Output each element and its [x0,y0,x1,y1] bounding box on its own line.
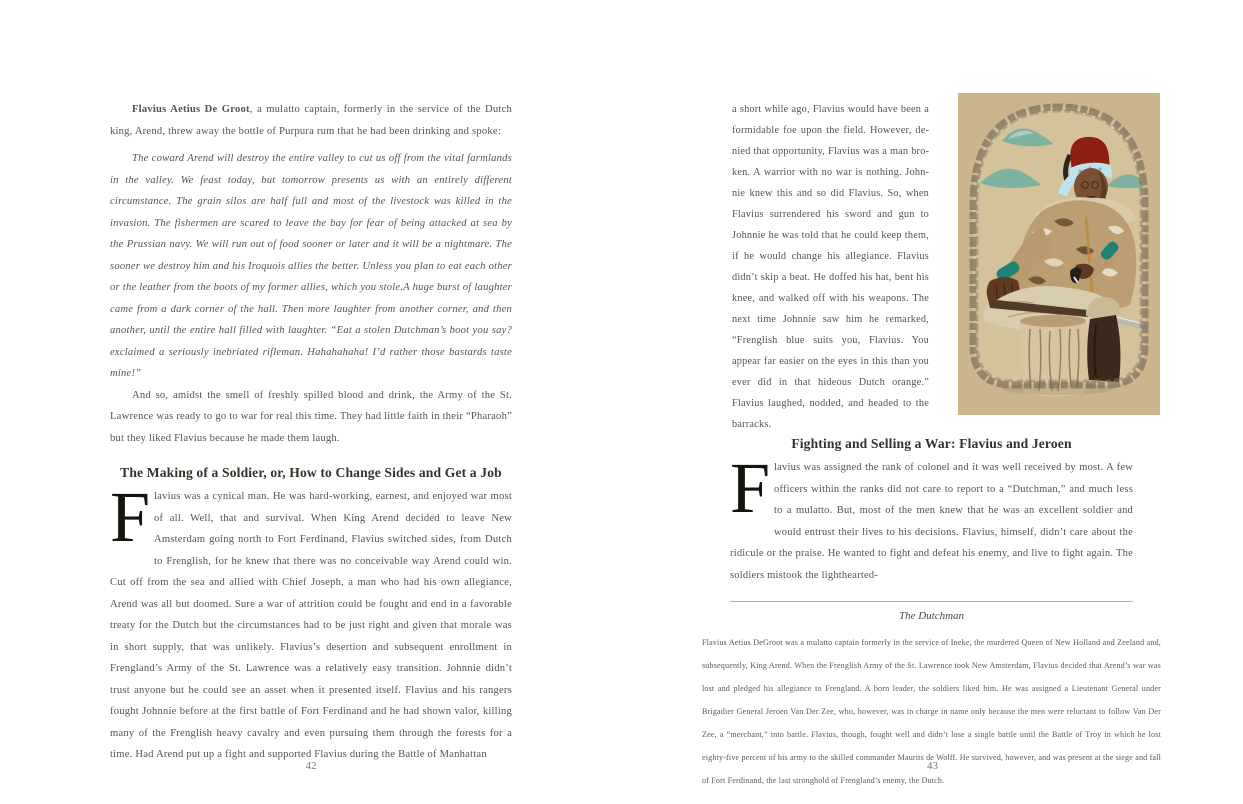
page-right-main [702,434,1161,792]
dropcap-paragraph-right [730,448,1133,586]
section-heading-right: Fighting and Selling a War: Flavius and Jeroen [791,436,1072,451]
footnote-text: Flavius Aetius DeGroot was a mulatto captain formerly in the service of Ineke, the murdered Queen of New Holland and Zeeland and, subsequently, King Arend. When the Frenglish Army of the St. Lawrence took New Amsterdam, Flavius decided that Arend’s war was lost and pledged his allegiance to Frengland. A born leader, the soldiers liked him. He was assigned a Lieutenant General under Brigadier General Jeroen Van Der Zee, who, however, was in charge in name only because the men were reluctant to follow Van Der Zee, a “merchant,” into battle. Flavius, though, fought well and didn’t lose a single battle until the Battle of Troy in which he lost eighty-five percent of his army to the skilled commander Maurits de Wolff. He survived, however, and was present at the siege and fall of Fort Ferdinand, the last stronghold of Frengland’s enemy, the Dutch. [702,638,1161,785]
right-top-column-text: a short while ago, Flavius would have been a formidable foe upon the field. However, denied that opportunity, Flavius was a man broken. A warrior with no war is nothing. Johnnie knew this and so did Flavius. So, when Flavius surrendered his sword and gun to Johnnie he was told that he could keep them, if he would change his allegiance. Flavius didn’t skip a beat. He doffed his hat, bent his knee, and walked off with his weapons. The next time Johnnie saw him he remarked, “Frenglish blue suits you, Flavius. You appear far easier on the eyes in this than you ever did in that hideous Dutch orange.” Flavius laughed, nodded, and headed to the barracks. [732,104,929,430]
portrait-illustration [958,93,1160,415]
dropcap-paragraph-left-text: lavius was a cynical man. He was hard-working, earnest, and enjoyed war most of all. Well, that and survival. When King Arend decided to leave New Amsterdam going north to Fort Ferdinand, Flavius switched sides, from Dutch to Frenglish, for he knew that there was no conceivable way Arend could win. Cut off from the sea and allied with Chief Joseph, a man who had his own allegiance, Arend was all but doomed. Sure a war of attrition could be fought and end in a favorable treaty for the Dutch but the circumstances had to be just right and given that morale was in short supply, that was unlikely. Flavius’s desertion and subsequent enrollment in Frengland’s Army of the St. Lawrence was a relatively easy transition. Johnnie didn’t trust anyone but he could see an asset when it presented itself. Flavius and his rangers fought Johnnie before at the first battle of Fort Ferdinand and he had shown valor, killing many of the Frenglish heavy cavalry and even pursuing them through the forests for a time. Had Arend put up a fight and supported Flavius during the Battle of Manhattan [110,491,512,760]
drop-cap-letter-left: F [110,477,151,557]
paragraph-intro [110,99,512,142]
boot [1087,315,1120,382]
paragraph-intro-rest: , a mulatto captain, formerly in the service of the Dutch king, Arend, threw away the bottle of Purpura rum that he had been drinking and spoke: [110,104,513,137]
page-left [110,99,512,766]
character-name-bold: Flavius Aetius De Groot [132,104,250,115]
paragraph-army: And so, amidst the smell of freshly spilled blood and drink, the Army of the St. Lawrence was ready to go to war for real this time. They had little faith in their “Pharaoh” but they liked Flavius because he made them laugh. [110,389,512,444]
portrait-illustration-svg [958,93,1160,415]
section-heading-left: The Making of a Soldier, or, How to Change Sides and Get a Job [120,465,502,480]
drop-cap-letter-right: F [730,448,771,528]
page-number-right: 43 [927,760,938,772]
dropcap-paragraph-left [110,477,512,766]
dropcap-paragraph-right-text: lavius was assigned the rank of colonel and it was well received by most. A few officers within the ranks did not care to report to a “Dutchman,” and much less to a mulatto. But, most of the men knew that he was an excellent soldier and would entrust their lives to his decisions. Flavius, himself, didn’t care about the ridicule or the praise. He wanted to fight and defeat his enemy, and live to fight again. The soldiers mistook the lighthearted- [730,462,1133,581]
page-number-left: 42 [305,760,317,772]
block-quote-speech: The coward Arend will destroy the entire valley to cut us off from the vital farmlands in the valley. We feast today, but tomorrow presents us with an entirely different circumstance. The grain silos are half full and most of the livestock was killed in the invasion. The fishermen are scared to leave the bay for fear of being attacked at sea by the Prussian navy. We will run out of food sooner or later and it will be a nightmare. The sooner we destroy him and his Iroquois allies the better. Unless you plan to eat each other or the leather from the boots of my former allies, which you stole.A huge burst of laughter came from a dark corner of the hall. Then more laughter from another corner, and then another, until the entire hall filled with laughter. “Eat a stolen Dutchman’s boot you say? exclaimed a seriously inebriated rifleman. Hahahahaha! I’d rather those bastards taste mine!” [110,153,512,379]
footnote-title: The Dutchman [898,610,965,622]
footnote-rule [730,601,1133,602]
